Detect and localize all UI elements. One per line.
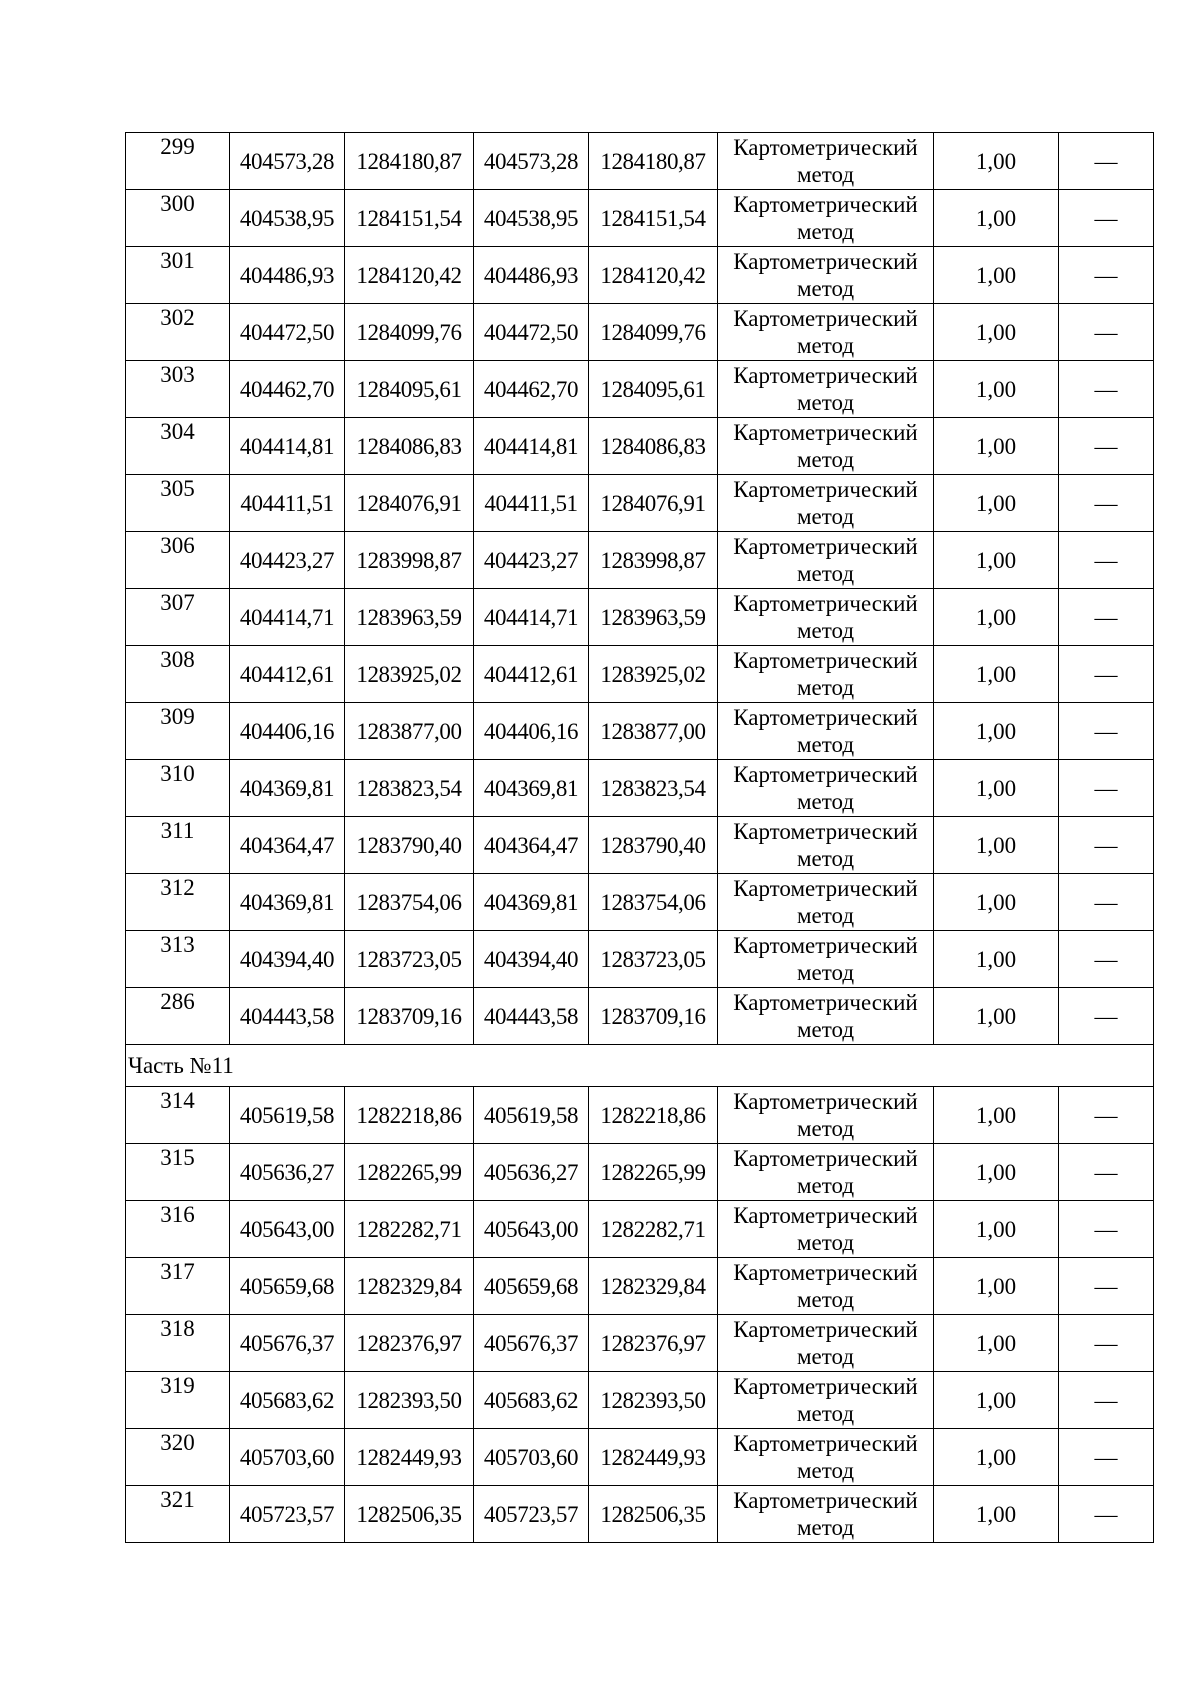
new-y-cell: 1283925,02: [589, 646, 718, 703]
method-line: Картометрический: [733, 192, 918, 217]
method-line: Картометрический: [733, 705, 918, 730]
method-cell: [718, 304, 934, 361]
point-number-cell: 300: [126, 190, 230, 247]
method-cell: [718, 532, 934, 589]
existing-y-cell: 1282376,97: [345, 1315, 474, 1372]
table-row: [126, 1144, 1154, 1201]
table-row: [126, 304, 1154, 361]
new-x-cell: 404538,95: [474, 190, 589, 247]
point-number-cell: 320: [126, 1429, 230, 1486]
method-line: Картометрический: [733, 135, 918, 160]
method-line: метод: [796, 1344, 855, 1369]
method-line: Картометрический: [733, 1089, 918, 1114]
accuracy-cell: 1,00: [934, 532, 1059, 589]
point-number-cell: 314: [126, 1087, 230, 1144]
method-cell: [718, 1144, 934, 1201]
new-x-cell: 404414,71: [474, 589, 589, 646]
description-cell: —: [1059, 133, 1154, 190]
existing-y-cell: 1283925,02: [345, 646, 474, 703]
accuracy-cell: 1,00: [934, 703, 1059, 760]
table-row: [126, 190, 1154, 247]
section-title-row: [126, 1045, 1154, 1087]
description-cell: —: [1059, 931, 1154, 988]
method-cell: [718, 1201, 934, 1258]
existing-y-cell: 1283723,05: [345, 931, 474, 988]
accuracy-cell: 1,00: [934, 361, 1059, 418]
method-line: Картометрический: [733, 876, 918, 901]
existing-x-cell: 405683,62: [230, 1372, 345, 1429]
method-line: метод: [796, 1116, 855, 1141]
existing-y-cell: 1282393,50: [345, 1372, 474, 1429]
point-number-cell: 304: [126, 418, 230, 475]
new-y-cell: 1282393,50: [589, 1372, 718, 1429]
existing-y-cell: 1284076,91: [345, 475, 474, 532]
existing-x-cell: 404462,70: [230, 361, 345, 418]
existing-x-cell: 405703,60: [230, 1429, 345, 1486]
description-cell: —: [1059, 247, 1154, 304]
method-cell: [718, 418, 934, 475]
point-number-cell: 307: [126, 589, 230, 646]
existing-y-cell: 1284099,76: [345, 304, 474, 361]
existing-x-cell: 405619,58: [230, 1087, 345, 1144]
description-cell: —: [1059, 646, 1154, 703]
method-cell: [718, 1087, 934, 1144]
new-x-cell: 405643,00: [474, 1201, 589, 1258]
accuracy-cell: 1,00: [934, 646, 1059, 703]
existing-x-cell: 404406,16: [230, 703, 345, 760]
new-x-cell: 404573,28: [474, 133, 589, 190]
new-x-cell: 405659,68: [474, 1258, 589, 1315]
coordinates-table: [125, 132, 1154, 1543]
existing-x-cell: 404472,50: [230, 304, 345, 361]
new-y-cell: 1283877,00: [589, 703, 718, 760]
method-cell: [718, 760, 934, 817]
description-cell: —: [1059, 1315, 1154, 1372]
accuracy-cell: 1,00: [934, 418, 1059, 475]
existing-y-cell: 1284151,54: [345, 190, 474, 247]
new-x-cell: 405703,60: [474, 1429, 589, 1486]
new-x-cell: 404411,51: [474, 475, 589, 532]
method-line: Картометрический: [733, 933, 918, 958]
method-line: метод: [796, 1230, 855, 1255]
description-cell: —: [1059, 874, 1154, 931]
existing-x-cell: 404369,81: [230, 760, 345, 817]
description-cell: —: [1059, 703, 1154, 760]
method-line: Картометрический: [733, 819, 918, 844]
description-cell: —: [1059, 760, 1154, 817]
new-x-cell: 404369,81: [474, 760, 589, 817]
table-row: [126, 931, 1154, 988]
existing-y-cell: 1283963,59: [345, 589, 474, 646]
new-y-cell: 1282282,71: [589, 1201, 718, 1258]
accuracy-cell: 1,00: [934, 988, 1059, 1045]
accuracy-cell: 1,00: [934, 133, 1059, 190]
table-row: [126, 532, 1154, 589]
method-cell: [718, 646, 934, 703]
method-line: Картометрический: [733, 1260, 918, 1285]
method-line: Картометрический: [733, 363, 918, 388]
table-row: [126, 475, 1154, 532]
existing-x-cell: 405676,37: [230, 1315, 345, 1372]
point-number-cell: 305: [126, 475, 230, 532]
table-row: [126, 760, 1154, 817]
accuracy-cell: 1,00: [934, 1315, 1059, 1372]
new-y-cell: 1284099,76: [589, 304, 718, 361]
new-x-cell: 405619,58: [474, 1087, 589, 1144]
method-cell: [718, 817, 934, 874]
description-cell: —: [1059, 532, 1154, 589]
existing-y-cell: 1282282,71: [345, 1201, 474, 1258]
new-y-cell: 1283963,59: [589, 589, 718, 646]
method-line: метод: [796, 219, 855, 244]
table-row: [126, 1258, 1154, 1315]
new-x-cell: 404412,61: [474, 646, 589, 703]
new-x-cell: 404423,27: [474, 532, 589, 589]
coordinates-table-body: [126, 133, 1154, 1543]
table-row: [126, 1087, 1154, 1144]
point-number-cell: 310: [126, 760, 230, 817]
new-y-cell: 1282329,84: [589, 1258, 718, 1315]
new-x-cell: 404472,50: [474, 304, 589, 361]
existing-x-cell: 404369,81: [230, 874, 345, 931]
accuracy-cell: 1,00: [934, 817, 1059, 874]
existing-x-cell: 404412,61: [230, 646, 345, 703]
method-line: Картометрический: [733, 534, 918, 559]
existing-y-cell: 1283823,54: [345, 760, 474, 817]
existing-y-cell: 1282449,93: [345, 1429, 474, 1486]
new-x-cell: 404394,40: [474, 931, 589, 988]
new-y-cell: 1283998,87: [589, 532, 718, 589]
point-number-cell: 299: [126, 133, 230, 190]
method-cell: [718, 931, 934, 988]
table-row: [126, 589, 1154, 646]
existing-y-cell: 1282329,84: [345, 1258, 474, 1315]
method-cell: [718, 874, 934, 931]
new-y-cell: 1282376,97: [589, 1315, 718, 1372]
description-cell: —: [1059, 1258, 1154, 1315]
new-x-cell: 405636,27: [474, 1144, 589, 1201]
new-y-cell: 1283823,54: [589, 760, 718, 817]
method-cell: [718, 475, 934, 532]
existing-x-cell: 404486,93: [230, 247, 345, 304]
accuracy-cell: 1,00: [934, 1201, 1059, 1258]
method-line: метод: [796, 447, 855, 472]
new-x-cell: 405676,37: [474, 1315, 589, 1372]
point-number-cell: 303: [126, 361, 230, 418]
table-row: [126, 1486, 1154, 1543]
new-x-cell: 404443,58: [474, 988, 589, 1045]
existing-y-cell: 1284086,83: [345, 418, 474, 475]
method-line: Картометрический: [733, 420, 918, 445]
method-line: Картометрический: [733, 477, 918, 502]
method-line: Картометрический: [733, 1431, 918, 1456]
new-y-cell: 1282449,93: [589, 1429, 718, 1486]
existing-y-cell: 1283709,16: [345, 988, 474, 1045]
description-cell: —: [1059, 1087, 1154, 1144]
method-line: метод: [796, 618, 855, 643]
point-number-cell: 321: [126, 1486, 230, 1543]
method-line: метод: [796, 903, 855, 928]
method-line: Картометрический: [733, 762, 918, 787]
point-number-cell: 286: [126, 988, 230, 1045]
new-x-cell: 404406,16: [474, 703, 589, 760]
point-number-cell: 315: [126, 1144, 230, 1201]
method-line: метод: [796, 732, 855, 757]
point-number-cell: 311: [126, 817, 230, 874]
table-row: [126, 418, 1154, 475]
accuracy-cell: 1,00: [934, 1372, 1059, 1429]
point-number-cell: 312: [126, 874, 230, 931]
method-line: метод: [796, 1458, 855, 1483]
table-row: [126, 133, 1154, 190]
method-cell: [718, 1372, 934, 1429]
new-y-cell: 1283790,40: [589, 817, 718, 874]
accuracy-cell: 1,00: [934, 1258, 1059, 1315]
method-cell: [718, 190, 934, 247]
method-cell: [718, 361, 934, 418]
method-line: Картометрический: [733, 1488, 918, 1513]
existing-x-cell: 404414,71: [230, 589, 345, 646]
method-line: Картометрический: [733, 591, 918, 616]
point-number-cell: 313: [126, 931, 230, 988]
accuracy-cell: 1,00: [934, 760, 1059, 817]
table-row: [126, 874, 1154, 931]
accuracy-cell: 1,00: [934, 304, 1059, 361]
table-row: [126, 1372, 1154, 1429]
new-x-cell: 405723,57: [474, 1486, 589, 1543]
point-number-cell: 302: [126, 304, 230, 361]
existing-x-cell: 404411,51: [230, 475, 345, 532]
table-row: [126, 988, 1154, 1045]
description-cell: —: [1059, 475, 1154, 532]
method-line: метод: [796, 333, 855, 358]
new-y-cell: 1284120,42: [589, 247, 718, 304]
table-row: [126, 247, 1154, 304]
accuracy-cell: 1,00: [934, 190, 1059, 247]
new-y-cell: 1283723,05: [589, 931, 718, 988]
method-line: метод: [796, 789, 855, 814]
existing-x-cell: 404394,40: [230, 931, 345, 988]
new-x-cell: 404462,70: [474, 361, 589, 418]
method-cell: [718, 247, 934, 304]
method-line: Картометрический: [733, 249, 918, 274]
new-y-cell: 1284095,61: [589, 361, 718, 418]
existing-y-cell: 1284120,42: [345, 247, 474, 304]
new-y-cell: 1284076,91: [589, 475, 718, 532]
existing-y-cell: 1283998,87: [345, 532, 474, 589]
new-y-cell: 1284180,87: [589, 133, 718, 190]
existing-y-cell: 1283754,06: [345, 874, 474, 931]
point-number-cell: 317: [126, 1258, 230, 1315]
method-line: метод: [796, 390, 855, 415]
description-cell: —: [1059, 1372, 1154, 1429]
new-y-cell: 1284151,54: [589, 190, 718, 247]
method-cell: [718, 1315, 934, 1372]
table-row: [126, 1201, 1154, 1258]
description-cell: —: [1059, 589, 1154, 646]
accuracy-cell: 1,00: [934, 589, 1059, 646]
method-line: метод: [796, 1515, 855, 1540]
new-x-cell: 405683,62: [474, 1372, 589, 1429]
new-y-cell: 1282506,35: [589, 1486, 718, 1543]
existing-y-cell: 1283877,00: [345, 703, 474, 760]
description-cell: —: [1059, 1429, 1154, 1486]
method-cell: [718, 133, 934, 190]
method-line: Картометрический: [733, 1203, 918, 1228]
method-line: метод: [796, 960, 855, 985]
description-cell: —: [1059, 817, 1154, 874]
table-row: [126, 703, 1154, 760]
method-line: Картометрический: [733, 1374, 918, 1399]
accuracy-cell: 1,00: [934, 247, 1059, 304]
existing-y-cell: 1283790,40: [345, 817, 474, 874]
table-row: [126, 817, 1154, 874]
accuracy-cell: 1,00: [934, 1087, 1059, 1144]
accuracy-cell: 1,00: [934, 1144, 1059, 1201]
existing-x-cell: 404443,58: [230, 988, 345, 1045]
method-line: метод: [796, 1401, 855, 1426]
description-cell: —: [1059, 304, 1154, 361]
existing-y-cell: 1282218,86: [345, 1087, 474, 1144]
new-y-cell: 1282265,99: [589, 1144, 718, 1201]
method-line: метод: [796, 276, 855, 301]
new-y-cell: 1283709,16: [589, 988, 718, 1045]
new-x-cell: 404414,81: [474, 418, 589, 475]
method-cell: [718, 703, 934, 760]
description-cell: —: [1059, 418, 1154, 475]
point-number-cell: 309: [126, 703, 230, 760]
description-cell: —: [1059, 1201, 1154, 1258]
existing-x-cell: 404414,81: [230, 418, 345, 475]
existing-x-cell: 404538,95: [230, 190, 345, 247]
accuracy-cell: 1,00: [934, 475, 1059, 532]
existing-x-cell: 405643,00: [230, 1201, 345, 1258]
accuracy-cell: 1,00: [934, 1486, 1059, 1543]
table-row: [126, 1315, 1154, 1372]
description-cell: —: [1059, 1144, 1154, 1201]
method-line: Картометрический: [733, 1146, 918, 1171]
existing-y-cell: 1284095,61: [345, 361, 474, 418]
description-cell: —: [1059, 988, 1154, 1045]
point-number-cell: 318: [126, 1315, 230, 1372]
method-line: Картометрический: [733, 1317, 918, 1342]
method-cell: [718, 1486, 934, 1543]
method-line: метод: [796, 846, 855, 871]
existing-x-cell: 405659,68: [230, 1258, 345, 1315]
method-line: метод: [796, 504, 855, 529]
method-line: Картометрический: [733, 648, 918, 673]
accuracy-cell: 1,00: [934, 874, 1059, 931]
section-title: Часть №11: [126, 1045, 1154, 1087]
description-cell: —: [1059, 1486, 1154, 1543]
point-number-cell: 301: [126, 247, 230, 304]
method-line: метод: [796, 1017, 855, 1042]
point-number-cell: 319: [126, 1372, 230, 1429]
table-row: [126, 361, 1154, 418]
method-line: Картометрический: [733, 990, 918, 1015]
new-x-cell: 404364,47: [474, 817, 589, 874]
method-cell: [718, 1258, 934, 1315]
accuracy-cell: 1,00: [934, 1429, 1059, 1486]
existing-y-cell: 1282506,35: [345, 1486, 474, 1543]
new-x-cell: 404486,93: [474, 247, 589, 304]
new-y-cell: 1283754,06: [589, 874, 718, 931]
method-line: метод: [796, 1173, 855, 1198]
existing-x-cell: 405636,27: [230, 1144, 345, 1201]
new-y-cell: 1284086,83: [589, 418, 718, 475]
method-cell: [718, 589, 934, 646]
method-cell: [718, 1429, 934, 1486]
method-cell: [718, 988, 934, 1045]
existing-x-cell: 404364,47: [230, 817, 345, 874]
new-y-cell: 1282218,86: [589, 1087, 718, 1144]
existing-x-cell: 405723,57: [230, 1486, 345, 1543]
table-row: [126, 646, 1154, 703]
existing-x-cell: 404573,28: [230, 133, 345, 190]
existing-x-cell: 404423,27: [230, 532, 345, 589]
method-line: Картометрический: [733, 306, 918, 331]
point-number-cell: 308: [126, 646, 230, 703]
method-line: метод: [796, 1287, 855, 1312]
point-number-cell: 306: [126, 532, 230, 589]
method-line: метод: [796, 675, 855, 700]
method-line: метод: [796, 561, 855, 586]
description-cell: —: [1059, 361, 1154, 418]
accuracy-cell: 1,00: [934, 931, 1059, 988]
point-number-cell: 316: [126, 1201, 230, 1258]
existing-y-cell: 1282265,99: [345, 1144, 474, 1201]
existing-y-cell: 1284180,87: [345, 133, 474, 190]
new-x-cell: 404369,81: [474, 874, 589, 931]
description-cell: —: [1059, 190, 1154, 247]
table-row: [126, 1429, 1154, 1486]
method-line: метод: [796, 162, 855, 187]
